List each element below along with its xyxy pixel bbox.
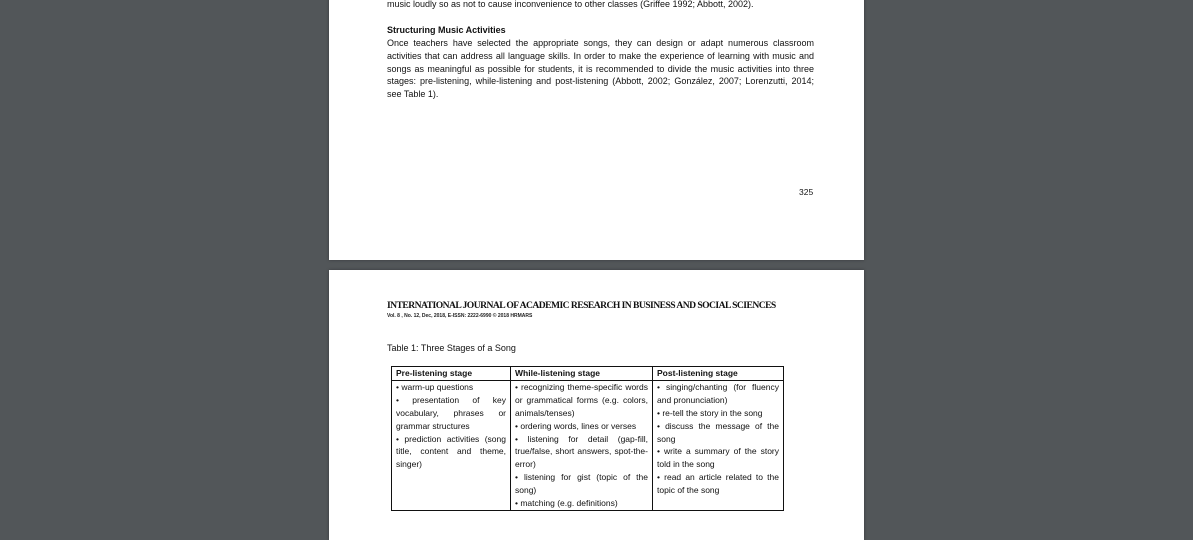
journal-header-title: INTERNATIONAL JOURNAL OF ACADEMIC RESEARCH IN BUSINESS AND SOCIAL SCIENCES (387, 300, 776, 311)
journal-header-subtitle: Vol. 8 , No. 12, Dec, 2018, E-ISSN: 2222-6990 © 2018 HRMARS (387, 313, 533, 319)
table-row (392, 380, 784, 510)
list-item: • discuss the message of the song (657, 420, 779, 444)
section-heading: Structuring Music Activities (387, 25, 506, 35)
header-pre-listening: Pre-listening stage (392, 367, 511, 381)
header-post-listening: Post-listening stage (653, 367, 784, 381)
table-caption: Table 1: Three Stages of a Song (387, 343, 516, 353)
while-listening-cell (511, 380, 653, 510)
list-item: • matching (e.g. definitions) (515, 498, 618, 509)
list-item: • read an article related to the topic of the song (657, 472, 779, 496)
body-paragraph: Once teachers have selected the appropriate songs, they can design or adapt numerous classroom activities that can address all language skills. In order to make the experience of learning with music and songs as meaningful as possible for students, it is recommended to divide the music activities into three stages: pre-listening, while-listening and post-listening (Abbott, 2002; González, 2007; Lorenzutti, 2014; see Table 1). (387, 38, 814, 100)
page-number: 325 (799, 187, 814, 197)
pdf-page-326 (329, 270, 864, 540)
list-item: • presentation of key vocabulary, phrases or grammar structures (396, 394, 506, 431)
list-item: • prediction activities (song title, content and theme, singer) (396, 433, 506, 470)
list-item: • recognizing theme-specific words or grammatical forms (e.g. colors, animals/tenses) (515, 381, 648, 418)
list-item: • warm-up questions (396, 381, 474, 392)
paragraph-continuation: music loudly so as not to cause inconvenience to other classes (Griffee 1992; Abbott, 2002). (387, 0, 754, 9)
list-item: • re-tell the story in the song (657, 407, 763, 418)
list-item: • write a summary of the story told in the song (657, 446, 779, 470)
stages-table (391, 366, 784, 511)
table-header-row (392, 367, 784, 381)
pdf-page-325 (329, 0, 864, 260)
list-item: • singing/chanting (for fluency and pronunciation) (657, 381, 779, 405)
list-item: • listening for detail (gap-fill, true/false, short answers, spot-the-error) (515, 433, 648, 470)
list-item: • ordering words, lines or verses (515, 420, 637, 431)
pre-listening-cell (392, 380, 511, 510)
header-while-listening: While-listening stage (511, 367, 653, 381)
list-item: • listening for gist (topic of the song) (515, 472, 648, 496)
post-listening-cell (653, 380, 784, 510)
